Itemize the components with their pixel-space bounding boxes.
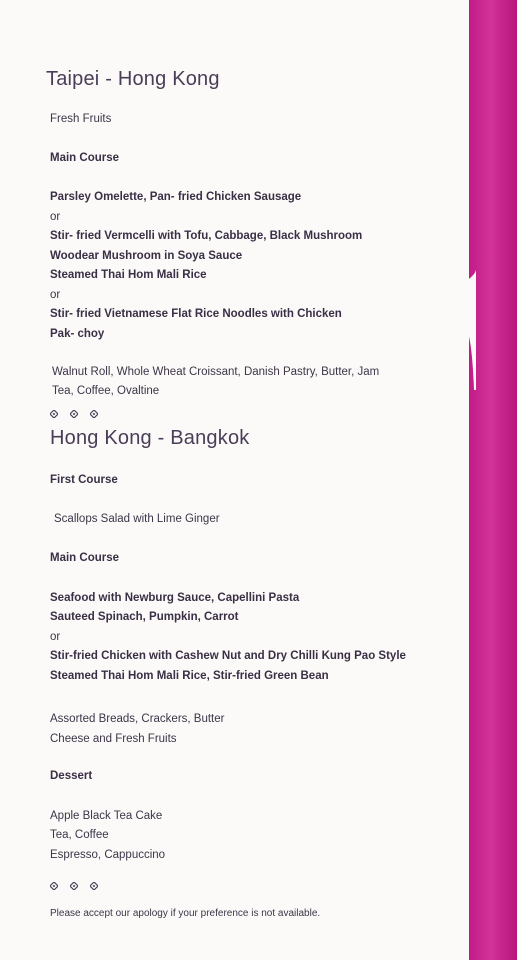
breads-item: Assorted Breads, Crackers, Butter [50, 713, 225, 725]
main-course-heading: Main Course [50, 552, 120, 564]
cheese-item: Cheese and Fresh Fruits [50, 733, 177, 745]
menu-option: Stir-fried Chicken with Cashew Nut and Dry Chilli Kung Pao Style [50, 650, 406, 662]
menu-option: Steamed Thai Hom Mali Rice [50, 269, 207, 281]
magenta-side-band [469, 0, 517, 960]
dessert-heading: Dessert [50, 770, 93, 782]
diamond-ornament-icon [90, 410, 98, 418]
menu-option: Woodear Mushroom in Soya Sauce [50, 250, 243, 262]
menu-option: Pak- choy [50, 328, 105, 340]
main-course-heading: Main Course [50, 152, 120, 164]
menu-option: Stir- fried Vermcelli with Tofu, Cabbage, Black Mushroom [50, 230, 363, 242]
diamond-ornament-icon [70, 410, 78, 418]
menu-option: Stir- fried Vietnamese Flat Rice Noodles with Chicken [50, 308, 342, 320]
or-separator: or [50, 289, 61, 301]
band-notch-shape [436, 270, 476, 390]
route-title-taipei-hongkong: Taipei - Hong Kong [46, 68, 220, 90]
menu-option: Steamed Thai Hom Mali Rice, Stir-fried Green Bean [50, 670, 329, 682]
or-separator: or [50, 631, 61, 643]
diamond-ornament-icon [90, 882, 98, 890]
drinks-item: Tea, Coffee, Ovaltine [52, 385, 160, 397]
diamond-ornament-icon [50, 882, 58, 890]
menu-option: Sauteed Spinach, Pumpkin, Carrot [50, 611, 239, 623]
diamond-ornament-icon [50, 410, 58, 418]
first-course-heading: First Course [50, 474, 118, 486]
dessert-item: Apple Black Tea Cake [50, 810, 163, 822]
drinks-item: Espresso, Cappuccino [50, 849, 166, 861]
menu-option: Seafood with Newburg Sauce, Capellini Pasta [50, 592, 300, 604]
menu-option: Parsley Omelette, Pan- fried Chicken Sausage [50, 191, 302, 203]
first-course-item: Scallops Salad with Lime Ginger [54, 513, 220, 525]
ornament-divider [50, 410, 98, 418]
route-title-hongkong-bangkok: Hong Kong - Bangkok [50, 427, 250, 449]
drinks-item: Tea, Coffee [50, 829, 109, 841]
or-separator: or [50, 211, 61, 223]
bakery-item: Walnut Roll, Whole Wheat Croissant, Danish Pastry, Butter, Jam [52, 366, 380, 378]
starter-item: Fresh Fruits [50, 113, 112, 125]
ornament-divider [50, 882, 98, 890]
diamond-ornament-icon [70, 882, 78, 890]
apology-note: Please accept our apology if your preference is not available. [50, 908, 321, 919]
